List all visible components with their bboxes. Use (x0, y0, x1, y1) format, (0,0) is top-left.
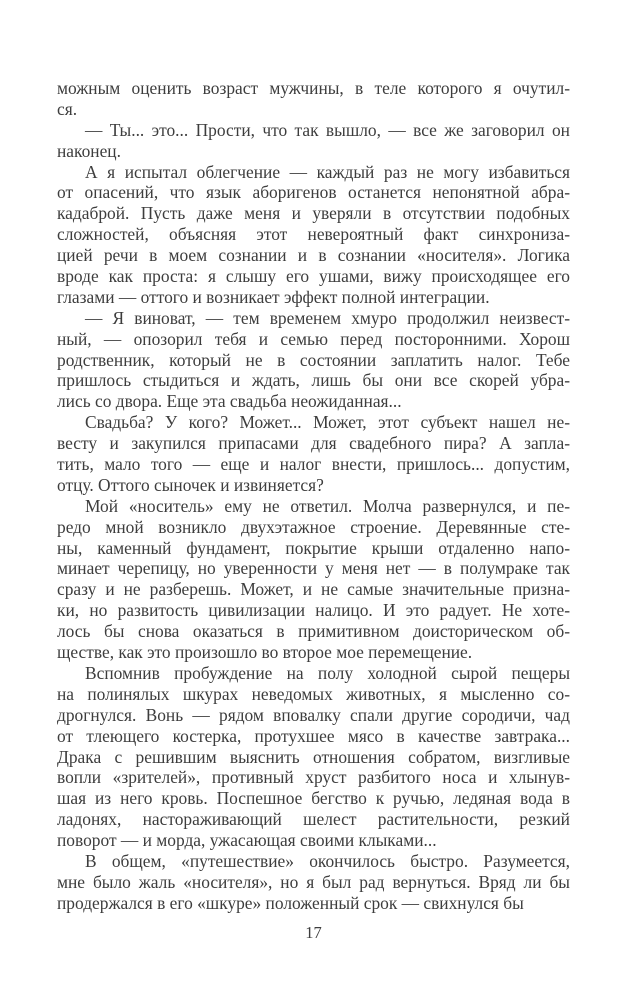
page-number: 17 (305, 922, 322, 942)
text-line: пришлось стыдиться и ждать, лишь бы они все скорей убра- (57, 370, 570, 391)
paragraph (57, 663, 570, 851)
text-line: Драка с решившим выяснить отношения собратом, визгливые (57, 746, 570, 767)
text-line: отцу. Оттого сыночек и извиняется? (57, 474, 324, 495)
text-line: мне было жаль «носителя», но я был рад вернуться. Вряд ли бы (57, 871, 570, 892)
paragraph (57, 308, 570, 412)
text-line: кадаброй. Пусть даже меня и уверяли в отсутствии подобных (57, 203, 570, 224)
text-line: сложностей, объясняя этот невероятный факт синхрониза- (57, 224, 570, 245)
paragraph (57, 496, 570, 663)
text-line: шая из него кровь. Поспешное бегство к ручью, ледяная вода в (57, 788, 570, 809)
text-line: от тлеющего костерка, протухшее мясо в качестве завтрака... (57, 725, 570, 746)
text-line: от опасений, что язык аборигенов останется непонятной абра- (57, 182, 570, 203)
text-line: лись со двора. Еще эта свадьба неожиданная... (57, 391, 402, 412)
text-line: дрогнулся. Вонь — рядом вповалку спали другие сородичи, чад (57, 704, 570, 725)
text-line: цией речи в моем сознании и в сознании «носителя». Логика (57, 245, 570, 266)
text-line: ный, — опозорил тебя и семью перед посторонними. Хорош (57, 328, 570, 349)
paragraph (57, 162, 570, 308)
paragraph (57, 851, 570, 914)
text-line: наконец. (57, 140, 121, 161)
text-line: весту и закупился припасами для свадебного пира? А запла- (57, 433, 570, 454)
text-line: тить, мало того — еще и налог внести, пришлось... допустим, (57, 454, 570, 475)
text-line: В общем, «путешествие» окончилось быстро. Разумеется, (85, 850, 570, 871)
text-line: глазами — оттого и возникает эффект полной интеграции. (57, 286, 490, 307)
text-line: ладонях, настораживающий шелест растительности, резкий (57, 809, 570, 830)
text-line: Свадьба? У кого? Может... Может, этот субъект нашел не- (85, 412, 570, 433)
paragraph (57, 120, 570, 162)
text-line: ки, но развитость цивилизации налицо. И это радует. Не хоте- (57, 600, 570, 621)
text-line: сразу и не разберешь. Может, и не самые значительные призна- (57, 579, 570, 600)
text-block (57, 78, 570, 914)
paragraph (57, 412, 570, 496)
text-line: ся. (57, 98, 78, 119)
text-line: родственник, который не в состоянии заплатить налог. Тебе (57, 349, 570, 370)
text-line: можным оценить возраст мужчины, в теле которого я очутил- (57, 78, 570, 98)
text-line: поворот — и морда, ужасающая своими клыками... (57, 830, 437, 851)
text-line: вопли «зрителей», противный хруст разбитого носа и хлынув- (57, 767, 570, 788)
paragraph (57, 78, 570, 120)
text-line: ны, каменный фундамент, покрытие крыши отдаленно напо- (57, 537, 570, 558)
text-line: Вспомнив пробуждение на полу холодной сырой пещеры (85, 662, 570, 683)
text-line: вроде как проста: я слышу его ушами, вижу происходящее его (57, 266, 570, 287)
text-line: Мой «носитель» ему не ответил. Молча развернулся, и пе- (85, 495, 570, 516)
text-line: — Ты... это... Прости, что так вышло, — все же заговорил он (85, 119, 570, 140)
text-line: редо мной возникло двухэтажное строение. Деревянные сте- (57, 516, 570, 537)
text-line: минает черепицу, но уверенности у меня нет — в полумраке так (57, 558, 570, 579)
text-line: А я испытал облегчение — каждый раз не могу избавиться (85, 161, 570, 182)
text-line: лось бы снова оказаться в примитивном доисторическом об- (57, 621, 570, 642)
text-line: — Я виноват, — тем временем хмуро продолжил неизвест- (85, 307, 570, 328)
text-line: ществе, как это произошло во второе мое перемещение. (57, 642, 473, 663)
text-line: продержался в его «шкуре» положенный срок — свихнулся бы (57, 892, 524, 913)
text-line: на полинялых шкурах неведомых животных, я мысленно со- (57, 683, 570, 704)
